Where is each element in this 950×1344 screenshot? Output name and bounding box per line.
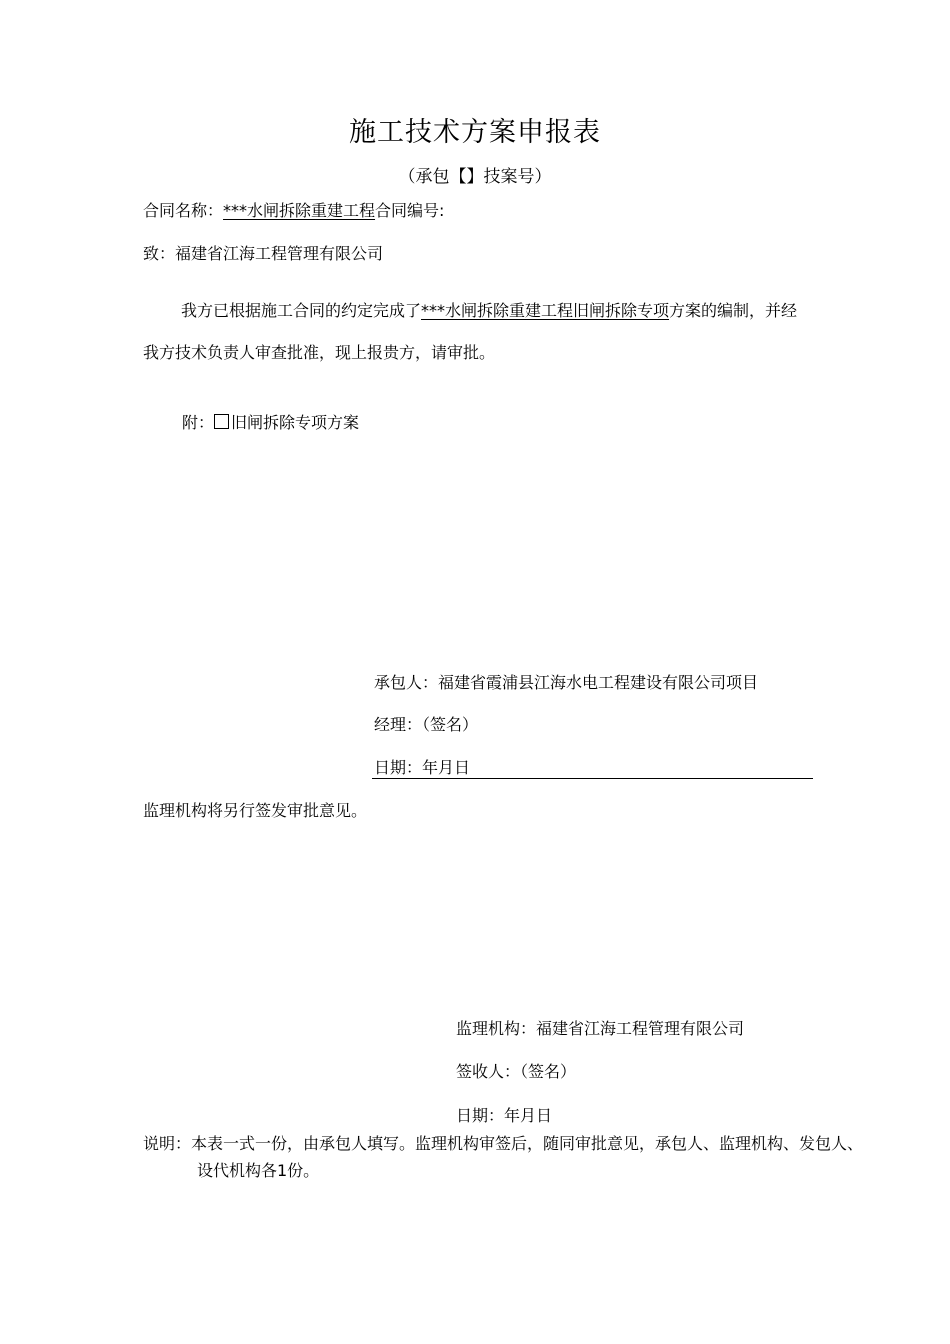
- contract-name-value: ***水闸拆除重建工程: [223, 201, 376, 220]
- recipient: 致：福建省江海工程管理有限公司: [143, 244, 384, 263]
- page-title: 施工技术方案申报表: [349, 117, 601, 148]
- footnote: 说明：本表一式一份，由承包人填写。监理机构审签后，随同审批意见，承包人、监理机构、发包人、设代机构各1份。: [143, 1134, 864, 1180]
- checkbox-icon: [214, 414, 229, 429]
- attachment-label: 附：: [182, 413, 215, 432]
- supervision-note: 监理机构将另行签发审批意见。: [143, 801, 368, 820]
- supervisor-date: 日期：年月日: [456, 1106, 553, 1125]
- contractor-line1: 承包人：福建省霞浦县江海水电工程建设有限公司项目: [374, 673, 759, 692]
- contract-line: [143, 198, 444, 221]
- contract-name-label: 合同名称：: [143, 201, 224, 220]
- contractor-date: 日期：年月日: [374, 758, 471, 777]
- attachment-line: [182, 410, 359, 433]
- contractor-line2: 经理：（签名）: [374, 715, 479, 734]
- attachment-item: 旧闸拆除专项方案: [231, 413, 360, 432]
- form-number: （承包【】技案号）: [398, 167, 552, 187]
- body-paragraph: [143, 290, 813, 374]
- body-suffix: 方案的编制，并经我方技术负责人审查批准，现上报贵方，请审批。: [143, 301, 798, 362]
- body-project: ***水闸拆除重建工程旧闸拆除专项: [421, 301, 670, 320]
- supervisor-org: 监理机构：福建省江海工程管理有限公司: [456, 1019, 745, 1038]
- divider: [372, 778, 813, 779]
- supervisor-signer: 签收人：（签名）: [456, 1062, 577, 1081]
- body-prefix: 我方已根据施工合同的约定完成了: [181, 301, 422, 320]
- contract-number-label: 合同编号:: [375, 201, 445, 220]
